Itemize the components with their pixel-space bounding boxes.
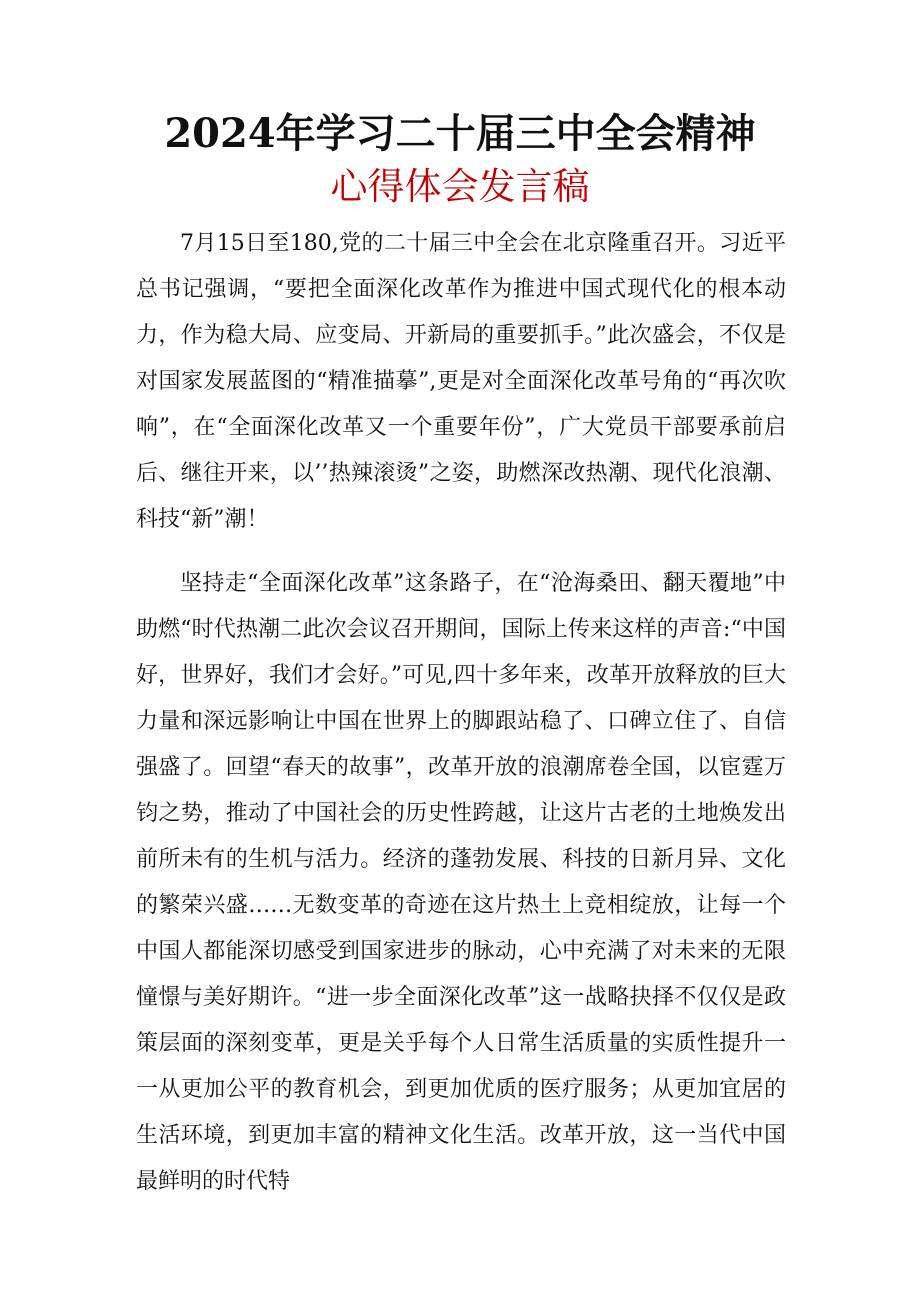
body-paragraph-2: 坚持走“全面深化改革”这条路子，在“沧海桑田、翻天覆地”中助燃“时代热潮二此次会议召开期间，国际上传来这样的声音:“中国好，世界好，我们才会好。”可见,四十多年来，改革开放释放的巨大力量和深远影响让中国在世界上的脚跟站稳了、口碑立住了、自信强盛了。回望“春天的故事”，改革开放的浪潮席卷全国，以宦霆万钧之势，推动了中国社会的历史性跨越，让这片古老的土地焕发出前所未有的生机与活力。经济的蓬勃发展、科技的日新月异、文化的繁荣兴盛……无数变革的奇迹在这片热土上竞相绽放，让每一个中国人都能深切感受到国家进步的脉动，心中充满了对未来的无限憧憬与美好期许。“进一步全面深化改革”这一战略抉择不仅仅是政策层面的深刻变革，更是关乎每个人日常生活质量的实质性提升一一从更加公平的教育机会，到更加优质的医疗服务；从更加宜居的生活环境，到更加丰富的精神文化生活。改革开放，这一当代中国最鲜明的时代特 <box>136 571 786 1194</box>
document-subtitle: 心得体会发言稿 <box>330 165 590 208</box>
document-title: 2024年学习二十届三中全会精神 <box>164 110 756 157</box>
body-paragraph-1: 7月15日至180,党的二十届三中全会在北京隆重召开。习近平总书记强调，“要把全面深化改革作为推进中国式现代化的根本动力，作为稳大局、应变局、开新局的重要抓手。”此次盛会，不仅是对国家发展蓝图的“精准描摹”,更是对全面深化改革号角的“再次吹响”，在“全面深化改革又一个重要年份”，广大党员干部要承前启后、继往开来，以’’热辣滚烫”之姿，助燃深改热潮、现代化浪潮、科技“新”潮！ <box>136 231 786 532</box>
